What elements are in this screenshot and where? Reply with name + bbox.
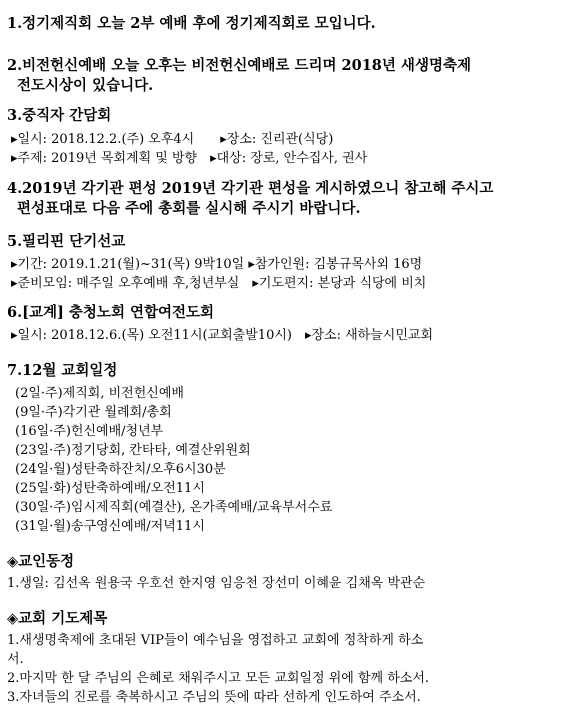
item-4-line1: 4.2019년 각기관 편성 2019년 각기관 편성을 게시하였으니 참고해 주시고 — [7, 180, 494, 197]
church-news-title: ◈교인동정 — [7, 553, 75, 570]
item-2-vision-worship-line2: 전도시상이 있습니다. — [17, 77, 154, 94]
item-2-vision-worship-line1: 2.비전헌신예배 오늘 오후는 비전헌신예배로 드리며 2018년 새생명축제 — [7, 57, 471, 74]
schedule-entry: (23일·주)정기당회, 칸타타, 예결산위원회 — [15, 443, 251, 458]
prayer-item-3: 3.자녀들의 진로를 축복하시고 주님의 뜻에 따라 선하게 인도하여 주소서. — [7, 690, 421, 705]
birthdays-line: 1.생일: 김선옥 원용국 우호선 한지영 임응천 장선미 이혜윤 김채옥 박관순 — [7, 576, 426, 591]
item-6-datetime-place: ▸일시: 2018.12.6.(목) 오전11시(교회출발10시) ▸장소: 새하늘시민교회 — [11, 328, 434, 343]
prayer-requests-title: ◈교회 기도제목 — [7, 610, 108, 627]
schedule-entry: (25일·화)성탄축하예배/오전11시 — [15, 481, 205, 496]
item-5-title: 5.필리핀 단기선교 — [7, 233, 126, 250]
item-3-datetime-place: ▸일시: 2018.12.2.(주) 오후4시 ▸장소: 진리관(식당) — [11, 132, 334, 147]
item-4-line2: 편성표대로 다음 주에 총회를 실시해 주시기 바랍니다. — [17, 200, 361, 217]
prayer-item-1: 1.새생명축제에 초대된 VIP들이 예수님을 영접하고 교회에 정착하게 하소 — [7, 633, 424, 648]
item-3-title: 3.중직자 간담회 — [7, 107, 112, 124]
schedule-entry: (2일·주)제직회, 비전헌신예배 — [15, 386, 184, 401]
item-5-period-participants: ▸기간: 2019.1.21(월)~31(목) 9박10일 ▸참가인원: 김봉규목사외 16명 — [11, 257, 423, 272]
schedule-entry: (16일·주)헌신예배/청년부 — [15, 424, 164, 439]
schedule-entry: (9일·주)각기관 월례회/총회 — [15, 405, 172, 420]
schedule-entry: (24일·월)성탄축하잔치/오후6시30분 — [15, 462, 226, 477]
item-3-topic-target: ▸주제: 2019년 목회계획 및 방향 ▸대상: 장로, 안수집사, 권사 — [11, 151, 368, 166]
item-1-regular-deacons-meeting: 1.정기제직회 오늘 2부 예배 후에 정기제직회로 모입니다. — [7, 15, 376, 32]
item-5-meeting-prayer-letter: ▸준비모임: 매주일 오후예배 후,청년부실 ▸기도편지: 본당과 식당에 비치 — [11, 276, 427, 291]
prayer-item-2: 2.마지막 한 달 주님의 은혜로 채워주시고 모든 교회일정 위에 함께 하소서. — [7, 671, 430, 686]
item-6-title: 6.[교계] 충청노회 연합여전도회 — [7, 304, 215, 321]
schedule-entry: (31일·월)송구영신예배/저녁11시 — [15, 519, 205, 534]
item-7-title: 7.12월 교회일정 — [7, 362, 118, 379]
schedule-entry: (30일·주)임시제직회(예결산), 온가족예배/교육부서수료 — [15, 500, 333, 515]
prayer-item-1-continued: 서. — [7, 652, 24, 667]
